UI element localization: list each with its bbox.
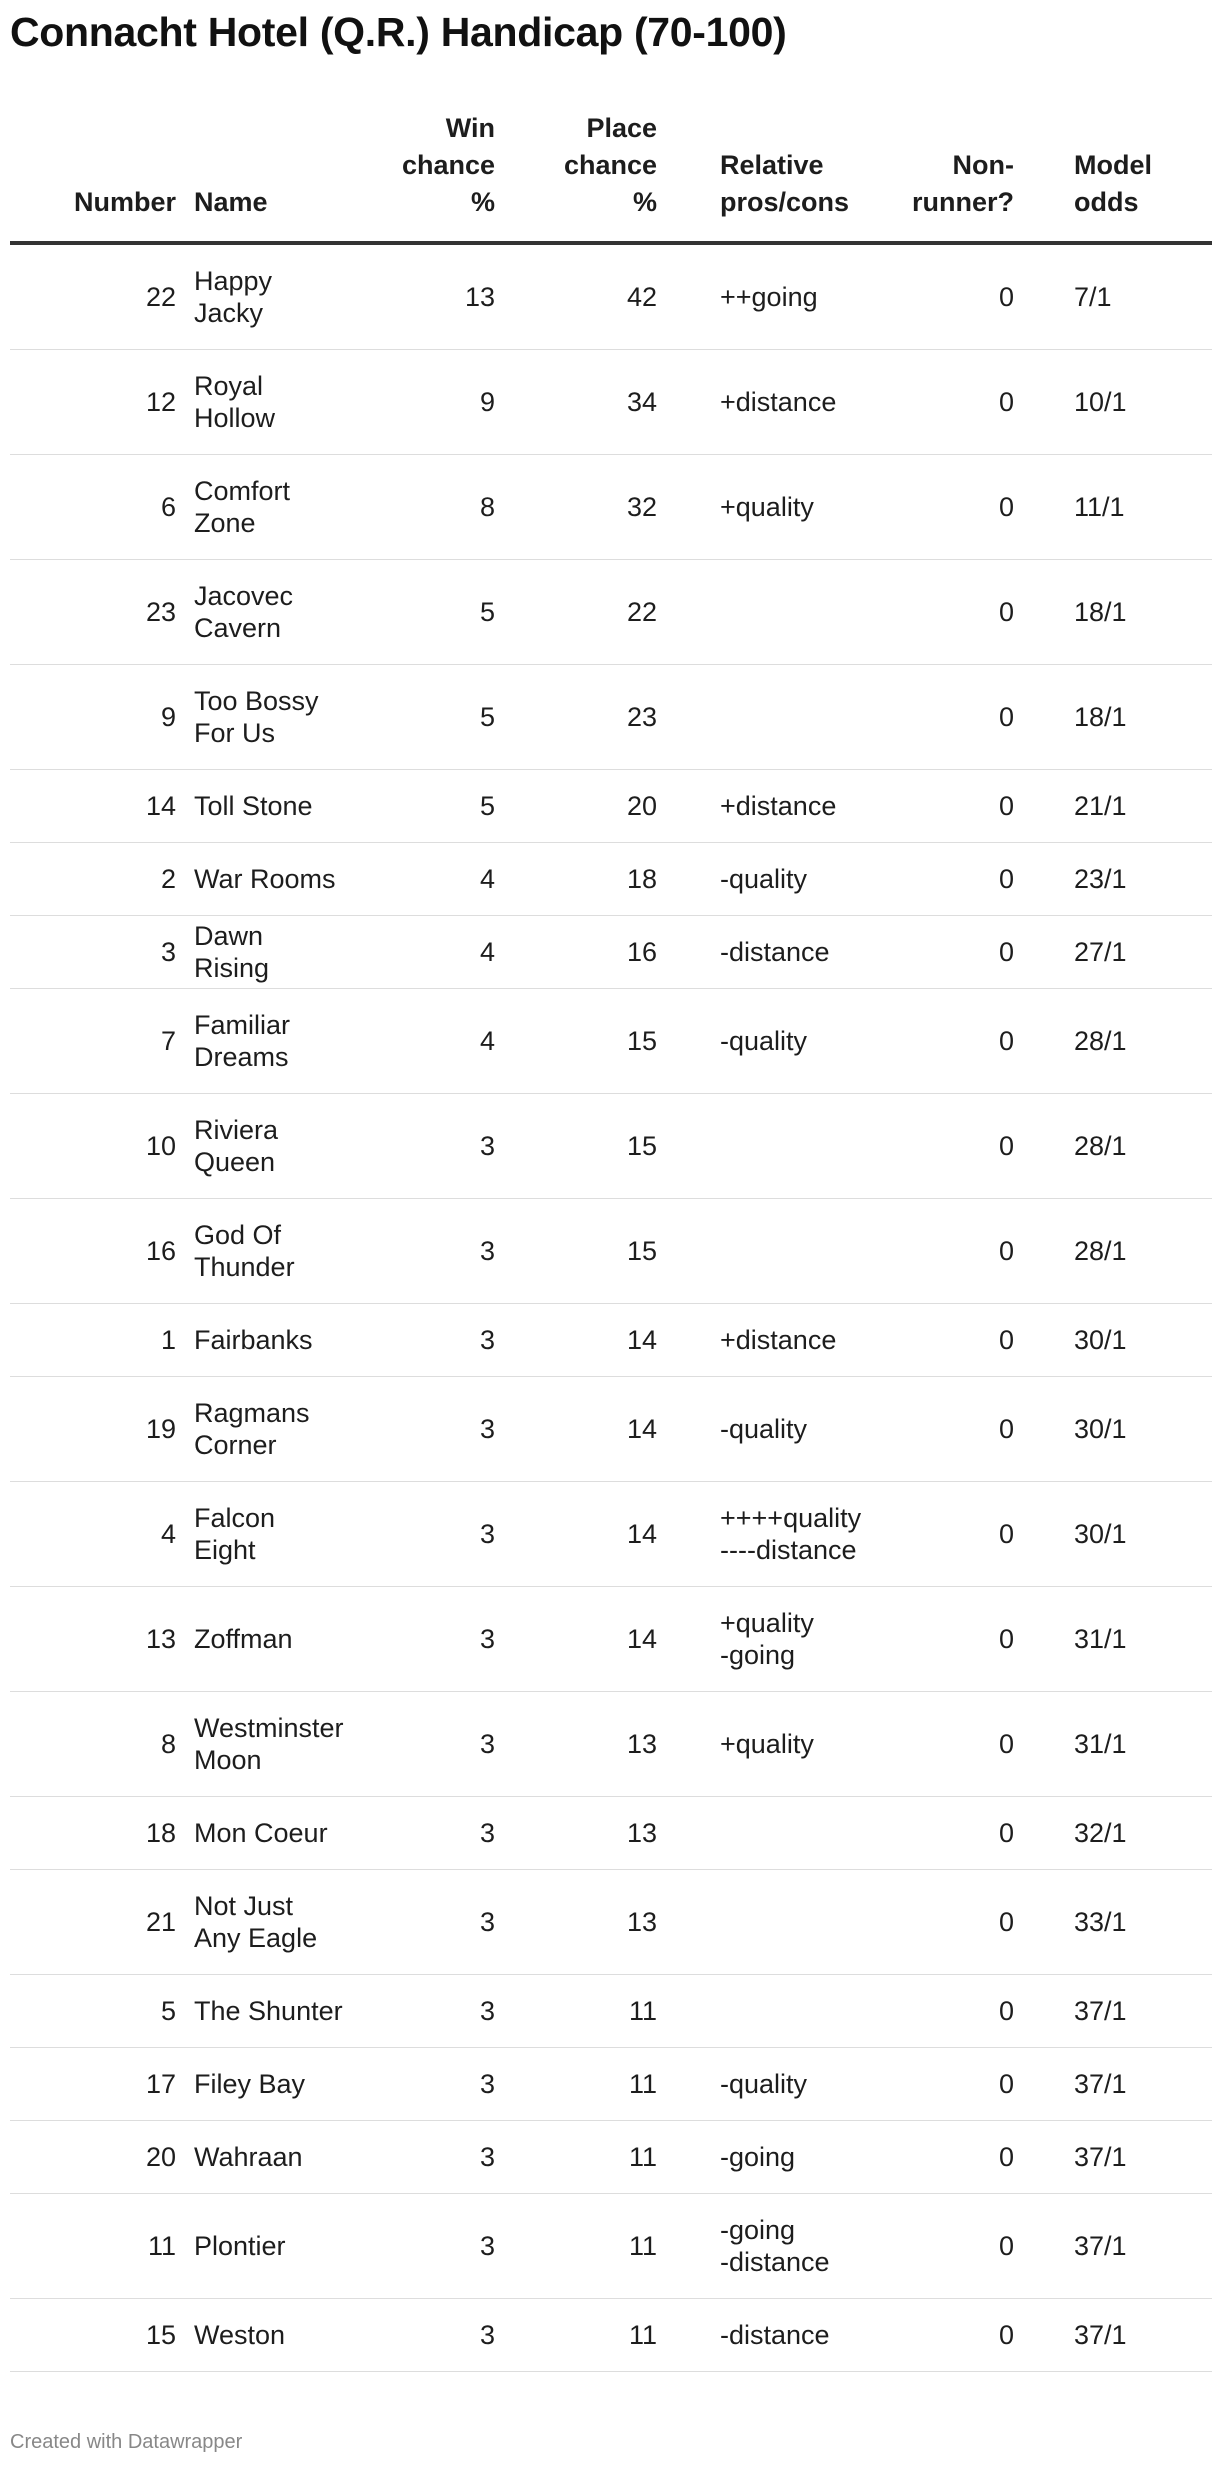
header-number [10, 110, 186, 243]
cell-name-line: God Of [194, 1220, 282, 1250]
cell-non-runner: 0 [825, 1482, 1023, 1587]
cell-name [186, 1199, 344, 1304]
cell-pros-cons-line: ++++quality [720, 1503, 862, 1533]
cell-non-runner: 0 [825, 560, 1023, 665]
cell-pros-cons [682, 1482, 862, 1587]
header-row [10, 110, 1212, 243]
cell-win-chance: 3 [344, 2194, 516, 2299]
cell-name [186, 2194, 344, 2299]
cell-pros-cons-line: ++going [720, 282, 818, 312]
cell-place-chance: 15 [516, 1199, 682, 1304]
cell-pros-cons [682, 665, 825, 770]
cell-name-line: Hollow [194, 403, 276, 433]
cell-non-runner: 0 [825, 1094, 1023, 1199]
cell-win-chance: 4 [344, 989, 516, 1094]
cell-non-runner: 0 [825, 1975, 1023, 2048]
cell-number: 11 [10, 2194, 186, 2299]
cell-pros-cons [682, 350, 837, 455]
cell-pros-cons [682, 1975, 825, 2048]
chart-title: Connacht Hotel (Q.R.) Handicap (70-100) [10, 9, 787, 55]
cell-non-runner: 0 [825, 1304, 1023, 1377]
cell-name [186, 2048, 344, 2121]
cell-win-chance: 5 [344, 665, 516, 770]
cell-name-line: Dawn Rising [194, 921, 270, 983]
footer-credit: Created with Datawrapper [10, 2431, 243, 2453]
cell-place-chance: 14 [516, 1587, 682, 1692]
cell-number: 4 [10, 1482, 186, 1587]
cell-name-line: Happy [194, 266, 273, 296]
cell-pros-cons [682, 1199, 825, 1304]
cell-number: 3 [10, 916, 186, 989]
cell-number: 22 [10, 243, 186, 350]
cell-pros-cons [682, 843, 825, 916]
cell-non-runner: 0 [825, 1692, 1023, 1797]
cell-name-line: Zoffman [194, 1624, 293, 1654]
header-number-line: Number [73, 187, 176, 217]
cell-win-chance: 5 [344, 560, 516, 665]
cell-model-odds: 33/1 [1023, 1870, 1212, 1975]
cell-model-odds: 37/1 [1023, 2299, 1212, 2372]
cell-name-line: Cavern [194, 613, 282, 643]
cell-name [186, 560, 344, 665]
cell-win-chance: 3 [344, 2299, 516, 2372]
cell-win-chance: 13 [344, 243, 516, 350]
cell-pros-cons [682, 2299, 830, 2372]
cell-model-odds: 21/1 [1023, 770, 1212, 843]
cell-name-line: Ragmans [194, 1398, 310, 1428]
cell-pros-cons-line: -going [720, 1640, 796, 1670]
cell-number: 20 [10, 2121, 186, 2194]
table-row [10, 989, 1212, 1094]
cell-pros-cons-line: -quality [720, 1414, 808, 1444]
cell-win-chance: 3 [344, 1482, 516, 1587]
cell-model-odds: 28/1 [1023, 1094, 1212, 1199]
cell-name-line: Westminster [194, 1713, 344, 1743]
cell-place-chance: 11 [516, 1975, 682, 2048]
cell-name-line: Any Eagle [194, 1923, 318, 1953]
cell-pros-cons [682, 1094, 825, 1199]
cell-name-line: Jacky [194, 298, 264, 328]
cell-win-chance: 3 [344, 2121, 516, 2194]
cell-name [186, 1797, 344, 1870]
cell-number: 9 [10, 665, 186, 770]
cell-place-chance: 32 [516, 455, 682, 560]
cell-name [186, 1377, 344, 1482]
cell-name [186, 1870, 344, 1975]
cell-name [186, 1692, 344, 1797]
cell-name-line: Weston [194, 2320, 286, 2350]
table-row [10, 1377, 1212, 1482]
cell-model-odds: 37/1 [1023, 2121, 1212, 2194]
header-odds-line: Model [1074, 150, 1152, 180]
cell-place-chance: 11 [516, 2299, 682, 2372]
table-row [10, 2299, 1212, 2372]
cell-model-odds: 37/1 [1023, 2048, 1212, 2121]
table-body [10, 243, 1212, 2372]
cell-number: 2 [10, 843, 186, 916]
cell-non-runner: 0 [825, 770, 1023, 843]
cell-model-odds: 30/1 [1023, 1482, 1212, 1587]
cell-name [186, 1482, 344, 1587]
cell-number: 10 [10, 1094, 186, 1199]
cell-model-odds: 27/1 [1023, 916, 1212, 989]
table-row [10, 1692, 1212, 1797]
cell-model-odds: 7/1 [1023, 243, 1212, 350]
header-win-line: % [470, 187, 495, 217]
cell-pros-cons-line: +distance [720, 791, 837, 821]
cell-win-chance: 3 [344, 1870, 516, 1975]
header-nr-line: runner? [911, 187, 1014, 217]
cell-pros-cons-line: -going [720, 2215, 796, 2245]
cell-name-line: Filey Bay [194, 2069, 306, 2099]
cell-name-line: Plontier [194, 2231, 286, 2261]
table-row [10, 1870, 1212, 1975]
cell-name-line: Zone [194, 508, 256, 538]
cell-pros-cons-line: -quality [720, 864, 808, 894]
cell-model-odds: 31/1 [1023, 1692, 1212, 1797]
cell-place-chance: 11 [516, 2194, 682, 2299]
cell-model-odds: 30/1 [1023, 1377, 1212, 1482]
table-row [10, 1304, 1212, 1377]
header-non-runner [825, 110, 1023, 243]
cell-name-line: Fairbanks [194, 1325, 313, 1355]
table-row [10, 560, 1212, 665]
cell-place-chance: 15 [516, 1094, 682, 1199]
cell-name-line: Comfort [194, 476, 291, 506]
cell-win-chance: 3 [344, 1199, 516, 1304]
cell-model-odds: 31/1 [1023, 1587, 1212, 1692]
header-place-line: % [632, 187, 657, 217]
cell-number: 8 [10, 1692, 186, 1797]
cell-win-chance: 5 [344, 770, 516, 843]
cell-place-chance: 18 [516, 843, 682, 916]
header-rel-line: Relative [720, 150, 824, 180]
cell-number: 16 [10, 1199, 186, 1304]
cell-win-chance: 3 [344, 1975, 516, 2048]
table-row [10, 1199, 1212, 1304]
cell-name-line: The Shunter [194, 1996, 343, 2026]
header-win-line: chance [401, 150, 495, 180]
cell-name [186, 350, 344, 455]
cell-pros-cons-line: -distance [720, 2247, 830, 2277]
cell-place-chance: 34 [516, 350, 682, 455]
table-row [10, 1587, 1212, 1692]
cell-number: 7 [10, 989, 186, 1094]
odds-table [10, 110, 1212, 2372]
cell-pros-cons-line: +quality [720, 492, 814, 522]
cell-number: 19 [10, 1377, 186, 1482]
cell-pros-cons [682, 2121, 825, 2194]
cell-pros-cons-line: -distance [720, 2320, 830, 2350]
cell-pros-cons-line: +quality [720, 1608, 814, 1638]
cell-pros-cons [682, 916, 830, 989]
cell-name-line: War Rooms [194, 864, 336, 894]
cell-model-odds: 32/1 [1023, 1797, 1212, 1870]
cell-number: 23 [10, 560, 186, 665]
table-row [10, 1975, 1212, 2048]
header-place-line: Place [586, 113, 657, 143]
cell-name-line: Not Just [194, 1891, 294, 1921]
header-name [186, 110, 344, 243]
cell-win-chance: 9 [344, 350, 516, 455]
table-row [10, 770, 1212, 843]
cell-name-line: Toll Stone [194, 791, 313, 821]
cell-win-chance: 3 [344, 1377, 516, 1482]
cell-non-runner: 0 [825, 2121, 1023, 2194]
cell-place-chance: 13 [516, 1692, 682, 1797]
cell-name [186, 243, 344, 350]
cell-win-chance: 4 [344, 916, 516, 989]
cell-number: 17 [10, 2048, 186, 2121]
cell-pros-cons [682, 770, 837, 843]
cell-number: 21 [10, 1870, 186, 1975]
cell-non-runner: 0 [825, 1587, 1023, 1692]
cell-name [186, 770, 344, 843]
header-place-line: chance [563, 150, 657, 180]
cell-pros-cons [682, 455, 825, 560]
cell-number: 1 [10, 1304, 186, 1377]
cell-win-chance: 3 [344, 1797, 516, 1870]
cell-name-line: Too Bossy [194, 686, 319, 716]
cell-name [186, 2121, 344, 2194]
cell-name [186, 1094, 344, 1199]
cell-pros-cons [682, 1304, 837, 1377]
table-row [10, 2121, 1212, 2194]
cell-number: 14 [10, 770, 186, 843]
cell-place-chance: 23 [516, 665, 682, 770]
cell-non-runner: 0 [825, 1199, 1023, 1304]
table-row [10, 455, 1212, 560]
cell-name [186, 455, 344, 560]
table-row [10, 1094, 1212, 1199]
cell-model-odds: 28/1 [1023, 1199, 1212, 1304]
cell-name [186, 1975, 344, 2048]
cell-name-line: Thunder [194, 1252, 295, 1282]
cell-place-chance: 15 [516, 989, 682, 1094]
cell-number: 6 [10, 455, 186, 560]
cell-non-runner: 0 [825, 350, 1023, 455]
cell-pros-cons-line: +quality [720, 1729, 814, 1759]
cell-pros-cons-line: -quality [720, 1026, 808, 1056]
cell-name-line: For Us [194, 718, 275, 748]
cell-place-chance: 14 [516, 1304, 682, 1377]
cell-pros-cons-line: -quality [720, 2069, 808, 2099]
cell-win-chance: 4 [344, 843, 516, 916]
cell-place-chance: 13 [516, 1797, 682, 1870]
cell-number: 13 [10, 1587, 186, 1692]
table-row [10, 1482, 1212, 1587]
cell-pros-cons-line: +distance [720, 1325, 837, 1355]
cell-model-odds: 18/1 [1023, 560, 1212, 665]
header-rel-line: pros/cons [720, 187, 850, 217]
header-name-line: Name [194, 187, 268, 217]
cell-name [186, 1304, 344, 1377]
table-row [10, 2194, 1212, 2299]
cell-name-line: Falcon Eight [194, 1503, 276, 1565]
cell-non-runner: 0 [825, 455, 1023, 560]
cell-non-runner: 0 [825, 2299, 1023, 2372]
cell-name [186, 843, 344, 916]
cell-name-line: Familiar [194, 1010, 291, 1040]
cell-non-runner: 0 [825, 1377, 1023, 1482]
cell-name [186, 665, 344, 770]
cell-win-chance: 3 [344, 1692, 516, 1797]
cell-win-chance: 8 [344, 455, 516, 560]
cell-place-chance: 11 [516, 2121, 682, 2194]
cell-pros-cons [682, 2194, 830, 2299]
cell-pros-cons-line: +distance [720, 387, 837, 417]
cell-name-line: Mon Coeur [194, 1818, 328, 1848]
cell-name-line: Riviera [194, 1115, 279, 1145]
cell-place-chance: 14 [516, 1482, 682, 1587]
cell-pros-cons [682, 1587, 825, 1692]
cell-win-chance: 3 [344, 1304, 516, 1377]
cell-pros-cons [682, 1692, 825, 1797]
cell-name-line: Queen [194, 1147, 276, 1177]
cell-pros-cons-line: ----distance [720, 1535, 857, 1565]
cell-pros-cons [682, 2048, 825, 2121]
cell-number: 5 [10, 1975, 186, 2048]
cell-name-line: Moon [194, 1745, 262, 1775]
cell-pros-cons-line: -distance [720, 937, 830, 967]
table-row [10, 243, 1212, 350]
cell-pros-cons [682, 560, 825, 665]
cell-win-chance: 3 [344, 1094, 516, 1199]
cell-win-chance: 3 [344, 2048, 516, 2121]
cell-place-chance: 16 [516, 916, 682, 989]
header-win-line: Win [445, 113, 495, 143]
cell-pros-cons [682, 243, 825, 350]
header-win-chance [344, 110, 516, 243]
cell-model-odds: 10/1 [1023, 350, 1212, 455]
header-model-odds [1023, 110, 1212, 243]
cell-name-line: Corner [194, 1430, 277, 1460]
cell-pros-cons [682, 1377, 825, 1482]
cell-model-odds: 37/1 [1023, 2194, 1212, 2299]
cell-non-runner: 0 [825, 1870, 1023, 1975]
cell-non-runner: 0 [825, 916, 1023, 989]
cell-name [186, 1587, 344, 1692]
cell-non-runner: 0 [825, 989, 1023, 1094]
table-row [10, 2048, 1212, 2121]
header-relative-pros-cons [682, 110, 850, 243]
cell-place-chance: 11 [516, 2048, 682, 2121]
cell-name-line: Wahraan [194, 2142, 303, 2172]
cell-number: 15 [10, 2299, 186, 2372]
table-row [10, 916, 1212, 989]
cell-win-chance: 3 [344, 1587, 516, 1692]
header-nr-line: Non- [952, 150, 1014, 180]
cell-place-chance: 20 [516, 770, 682, 843]
cell-name-line: Jacovec [194, 581, 294, 611]
cell-model-odds: 37/1 [1023, 1975, 1212, 2048]
cell-place-chance: 22 [516, 560, 682, 665]
cell-model-odds: 30/1 [1023, 1304, 1212, 1377]
cell-number: 12 [10, 350, 186, 455]
cell-pros-cons [682, 1870, 825, 1975]
header-odds-line: odds [1074, 187, 1139, 217]
cell-non-runner: 0 [825, 843, 1023, 916]
cell-name [186, 2299, 344, 2372]
cell-non-runner: 0 [825, 2048, 1023, 2121]
cell-pros-cons [682, 1797, 825, 1870]
cell-name-line: Dreams [194, 1042, 289, 1072]
cell-place-chance: 42 [516, 243, 682, 350]
cell-place-chance: 14 [516, 1377, 682, 1482]
cell-model-odds: 18/1 [1023, 665, 1212, 770]
table-row [10, 843, 1212, 916]
cell-model-odds: 11/1 [1023, 455, 1212, 560]
table-row [10, 665, 1212, 770]
cell-model-odds: 28/1 [1023, 989, 1212, 1094]
cell-non-runner: 0 [825, 1797, 1023, 1870]
cell-name [186, 916, 344, 989]
cell-non-runner: 0 [825, 665, 1023, 770]
cell-number: 18 [10, 1797, 186, 1870]
cell-pros-cons-line: -going [720, 2142, 796, 2172]
cell-place-chance: 13 [516, 1870, 682, 1975]
cell-name-line: Royal [194, 371, 264, 401]
header-place-chance [516, 110, 682, 243]
cell-non-runner: 0 [825, 243, 1023, 350]
table-row [10, 350, 1212, 455]
cell-name [186, 989, 344, 1094]
cell-pros-cons [682, 989, 825, 1094]
cell-model-odds: 23/1 [1023, 843, 1212, 916]
table-row [10, 1797, 1212, 1870]
cell-non-runner: 0 [825, 2194, 1023, 2299]
